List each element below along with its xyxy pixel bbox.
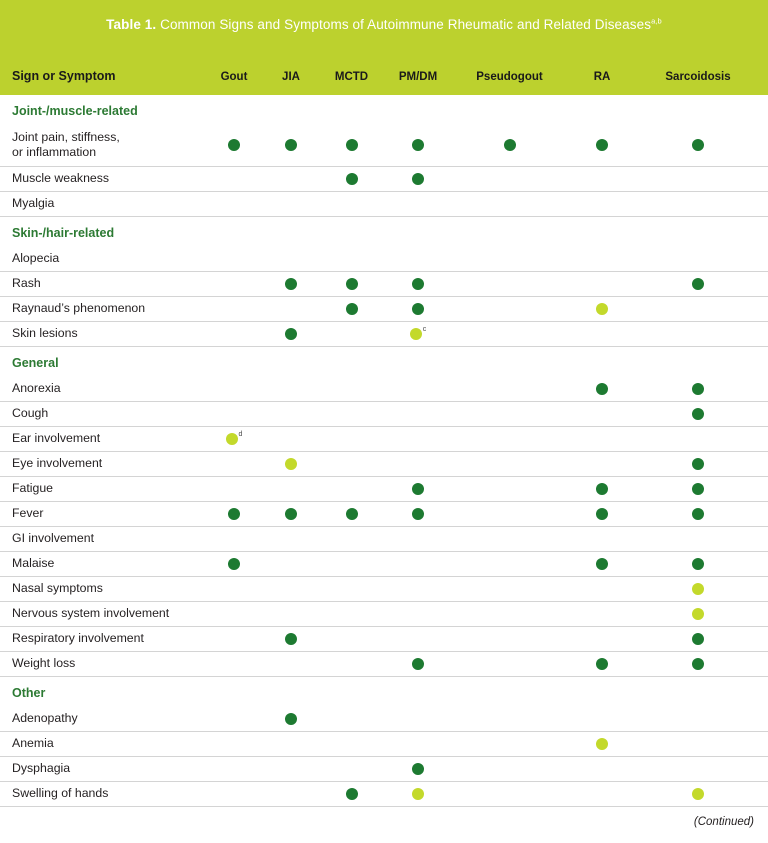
cell-jia (262, 328, 320, 340)
filled-dot-icon (692, 139, 704, 151)
row-label: Anorexia (12, 381, 61, 396)
cell-pmdm (383, 658, 453, 670)
filled-dot-icon (596, 558, 608, 570)
filled-dot-icon (596, 658, 608, 670)
row-label: Weight loss (12, 656, 76, 671)
filled-dot-icon (346, 139, 358, 151)
table-row (0, 272, 768, 297)
table-title-text: Common Signs and Symptoms of Autoimmune Rheumatic and Related Diseases (156, 17, 652, 32)
header-band-spacer (0, 85, 768, 95)
column-header-ra: RA (593, 70, 611, 83)
row-label: Anemia (12, 736, 54, 751)
table-row (0, 125, 768, 167)
column-header-sarcoidosis: Sarcoidosis (665, 70, 731, 83)
cell-mctd (320, 508, 383, 520)
table-row (0, 577, 768, 602)
row-label (0, 130, 206, 161)
cell-gout (206, 508, 262, 520)
cell-ra (566, 303, 638, 315)
cell-sarcoidosis (638, 483, 758, 495)
row-label: Adenopathy (12, 711, 78, 726)
table-row (0, 552, 768, 577)
filled-dot-icon (285, 713, 297, 725)
row-label: Fatigue (12, 481, 54, 496)
cell-ra (566, 483, 638, 495)
filled-dot-icon (692, 508, 704, 520)
row-label-line1: Joint pain, stiffness, (12, 129, 120, 144)
column-header-pmdm: PM/DM (398, 70, 438, 83)
row-label: Ear involvement (12, 431, 101, 446)
cell-sarcoidosis (638, 508, 758, 520)
cell-sarcoidosis (638, 558, 758, 570)
cell-jia (262, 139, 320, 151)
row-label: Myalgia (12, 196, 55, 211)
filled-dot-icon (412, 508, 424, 520)
filled-dot-icon (285, 328, 297, 340)
partial-dot-icon (596, 303, 608, 315)
table-title-superscript: a,b (651, 16, 662, 26)
cell-sarcoidosis (638, 139, 758, 151)
row-label: Fever (12, 506, 44, 521)
column-header-row (0, 47, 768, 85)
filled-dot-icon (285, 508, 297, 520)
filled-dot-icon (692, 408, 704, 420)
cell-gout: d (206, 433, 262, 445)
cell-pmdm (383, 483, 453, 495)
continued-note: (Continued) (693, 815, 754, 828)
column-header-mctd: MCTD (334, 70, 369, 83)
partial-dot-icon (412, 788, 424, 800)
row-label: GI involvement (12, 531, 95, 546)
filled-dot-icon (412, 278, 424, 290)
cell-pmdm: c (383, 328, 453, 340)
table-row (0, 627, 768, 652)
filled-dot-icon (692, 558, 704, 570)
cell-mctd (320, 788, 383, 800)
table-row (0, 477, 768, 502)
table-row (0, 707, 768, 732)
filled-dot-icon (692, 483, 704, 495)
filled-dot-icon (412, 658, 424, 670)
cell-ra (566, 139, 638, 151)
column-header-sign-or-symptom: Sign or Symptom (12, 68, 116, 83)
filled-dot-icon (504, 139, 516, 151)
filled-dot-icon (346, 303, 358, 315)
partial-dot-icon (596, 738, 608, 750)
column-header-pseudogout: Pseudogout (476, 70, 543, 83)
cell-ra (566, 658, 638, 670)
cell-pmdm (383, 303, 453, 315)
table-row (0, 757, 768, 782)
table-title (0, 0, 768, 47)
cell-jia (262, 508, 320, 520)
filled-dot-icon (692, 658, 704, 670)
row-label: Swelling of hands (12, 786, 109, 801)
cell-mctd (320, 303, 383, 315)
table-row (0, 527, 768, 552)
table-row (0, 322, 768, 347)
section-heading: Joint-/muscle-related (12, 103, 138, 118)
cell-ra (566, 508, 638, 520)
filled-dot-icon (692, 383, 704, 395)
partial-dot-icon (285, 458, 297, 470)
row-label: Rash (12, 276, 41, 291)
row-label: Respiratory involvement (12, 631, 144, 646)
filled-dot-icon (346, 173, 358, 185)
column-header-gout: Gout (220, 70, 248, 83)
partial-dot-icon (692, 608, 704, 620)
cell-ra (566, 383, 638, 395)
cell-sarcoidosis (638, 278, 758, 290)
cell-jia (262, 278, 320, 290)
filled-dot-icon (228, 508, 240, 520)
cell-sarcoidosis (638, 383, 758, 395)
table-row (0, 192, 768, 217)
table-row (0, 402, 768, 427)
row-label: Cough (12, 406, 49, 421)
cell-pmdm (383, 788, 453, 800)
filled-dot-icon (412, 303, 424, 315)
filled-dot-icon (692, 278, 704, 290)
cell-pmdm (383, 173, 453, 185)
filled-dot-icon (596, 139, 608, 151)
cell-jia (262, 633, 320, 645)
cell-mctd (320, 173, 383, 185)
table-body (0, 95, 768, 807)
filled-dot-icon (346, 508, 358, 520)
filled-dot-icon (596, 383, 608, 395)
table-row (0, 782, 768, 807)
cell-pseudogout (453, 139, 566, 151)
row-label-line2: or inflammation (12, 145, 97, 160)
filled-dot-icon (285, 139, 297, 151)
cell-sarcoidosis (638, 633, 758, 645)
filled-dot-icon (412, 763, 424, 775)
section-heading: Other (12, 685, 46, 700)
table-row (0, 652, 768, 677)
cell-sarcoidosis (638, 608, 758, 620)
cell-jia (262, 458, 320, 470)
filled-dot-icon (412, 483, 424, 495)
table-row (0, 377, 768, 402)
cell-gout (206, 558, 262, 570)
cell-ra (566, 558, 638, 570)
cell-mctd (320, 278, 383, 290)
table-row (0, 452, 768, 477)
filled-dot-icon (596, 483, 608, 495)
filled-dot-icon (346, 788, 358, 800)
table-row (0, 247, 768, 272)
row-label: Muscle weakness (12, 171, 110, 186)
filled-dot-icon (346, 278, 358, 290)
table-row (0, 297, 768, 322)
table-row (0, 732, 768, 757)
filled-dot-icon (228, 558, 240, 570)
cell-pmdm (383, 139, 453, 151)
cell-gout (206, 139, 262, 151)
row-label: Nervous system involvement (12, 606, 170, 621)
cell-pmdm (383, 763, 453, 775)
filled-dot-icon (412, 139, 424, 151)
cell-sarcoidosis (638, 658, 758, 670)
cell-sarcoidosis (638, 788, 758, 800)
filled-dot-icon (285, 278, 297, 290)
section-heading: General (12, 355, 59, 370)
row-label: Nasal symptoms (12, 581, 103, 596)
filled-dot-icon (596, 508, 608, 520)
cell-pmdm (383, 278, 453, 290)
cell-ra (566, 738, 638, 750)
filled-dot-icon (285, 633, 297, 645)
column-header-jia: JIA (282, 70, 300, 83)
row-label: Malaise (12, 556, 55, 571)
partial-dot-icon (692, 583, 704, 595)
partial-dot-icon (410, 328, 422, 340)
filled-dot-icon (412, 173, 424, 185)
row-label: Alopecia (12, 251, 60, 266)
table-number: Table 1. (106, 17, 157, 32)
cell-sarcoidosis (638, 583, 758, 595)
table-row (0, 602, 768, 627)
filled-dot-icon (692, 633, 704, 645)
row-label: Eye involvement (12, 456, 103, 471)
row-label: Raynaud’s phenomenon (12, 301, 146, 316)
cell-pmdm (383, 508, 453, 520)
row-label: Dysphagia (12, 761, 71, 776)
table-row (0, 167, 768, 192)
table-row (0, 427, 768, 452)
cell-sarcoidosis (638, 458, 758, 470)
cell-mctd (320, 139, 383, 151)
cell-sarcoidosis (638, 408, 758, 420)
filled-dot-icon (692, 458, 704, 470)
table-row (0, 502, 768, 527)
cell-jia (262, 713, 320, 725)
table-header-band (0, 0, 768, 95)
section-heading: Skin-/hair-related (12, 225, 115, 240)
partial-dot-icon (226, 433, 238, 445)
filled-dot-icon (228, 139, 240, 151)
row-label: Skin lesions (12, 326, 78, 341)
partial-dot-icon (692, 788, 704, 800)
